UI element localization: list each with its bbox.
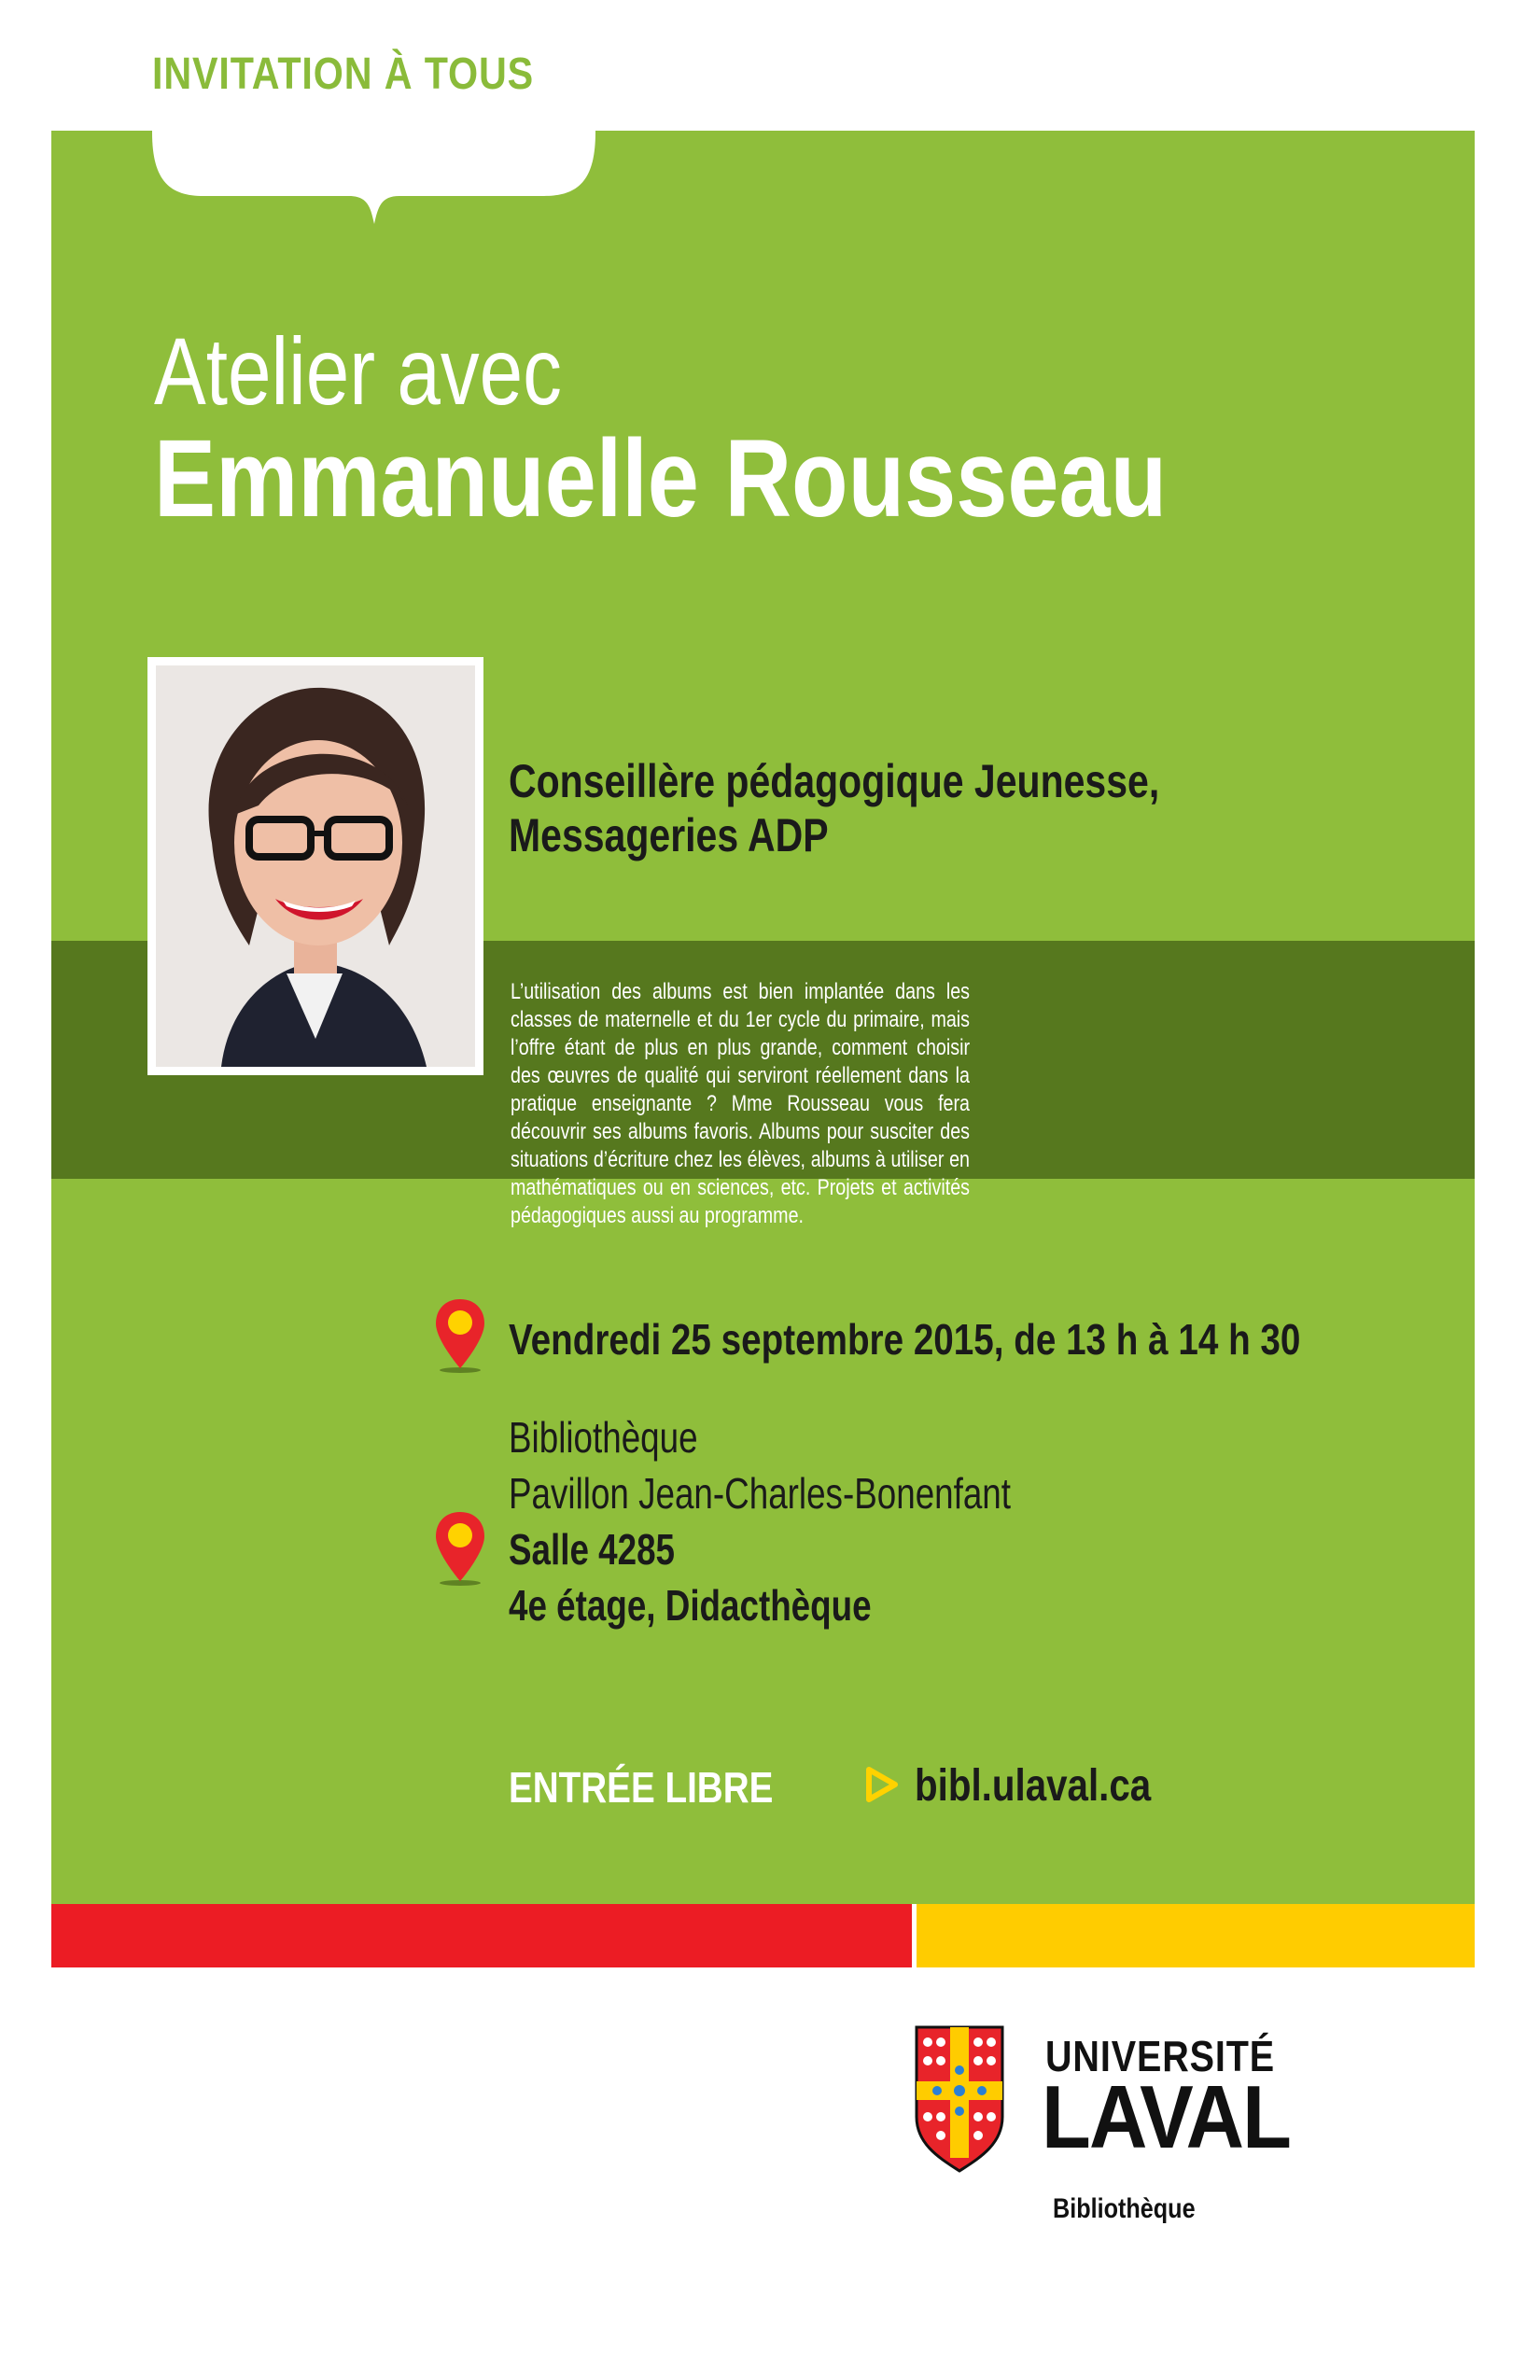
speaker-name: Emmanuelle Rousseau bbox=[154, 417, 1168, 540]
university-name-line-2: LAVAL bbox=[1042, 2067, 1291, 2167]
free-entry-label: ENTRÉE LIBRE bbox=[509, 1763, 774, 1812]
library-url-link[interactable]: bibl.ulaval.ca bbox=[915, 1761, 1152, 1811]
play-arrow-icon bbox=[865, 1766, 899, 1803]
workshop-description: L’utilisation des albums est bien implantée dans les classes de maternelle et du 1er cycle du primaire, mais l’offre étant de plus en plus grande, comment choisir des œuvres de qualité qui serviront réellement dans la pratique enseignante ? Mme Rousseau vous fera découvrir ses albums favoris. Albums pour susciter des situations d’écriture chez les élèves, albums à utiliser en mathématiques ou en sciences, etc. Projets et activités pédagogiques aussi au programme. bbox=[511, 979, 970, 1228]
event-location: Bibliothèque Pavillon Jean-Charles-Bonenfant Salle 4285 4e étage, Didacthèque bbox=[509, 1413, 1012, 1630]
red-accent-bar bbox=[51, 1904, 912, 1967]
university-name-line-1: UNIVERSITÉ bbox=[1045, 2032, 1276, 2080]
university-crest-icon bbox=[913, 2023, 1006, 2173]
green-panel bbox=[51, 131, 1475, 1904]
yellow-accent-bar bbox=[917, 1904, 1475, 1967]
speech-bubble bbox=[152, 131, 595, 224]
map-pin-icon bbox=[432, 1510, 488, 1587]
title-line-1: Atelier avec bbox=[154, 318, 562, 425]
map-pin-icon bbox=[432, 1297, 488, 1374]
library-label: Bibliothèque bbox=[1053, 2193, 1196, 2224]
event-datetime: Vendredi 25 septembre 2015, de 13 h à 14 h 30 bbox=[509, 1315, 1301, 1364]
portrait-image bbox=[156, 665, 475, 1067]
speaker-role: Conseillère pédagogique Jeunesse, Messageries ADP bbox=[509, 755, 1160, 861]
invitation-label: INVITATION À TOUS bbox=[152, 49, 535, 99]
speaker-photo bbox=[147, 657, 483, 1075]
